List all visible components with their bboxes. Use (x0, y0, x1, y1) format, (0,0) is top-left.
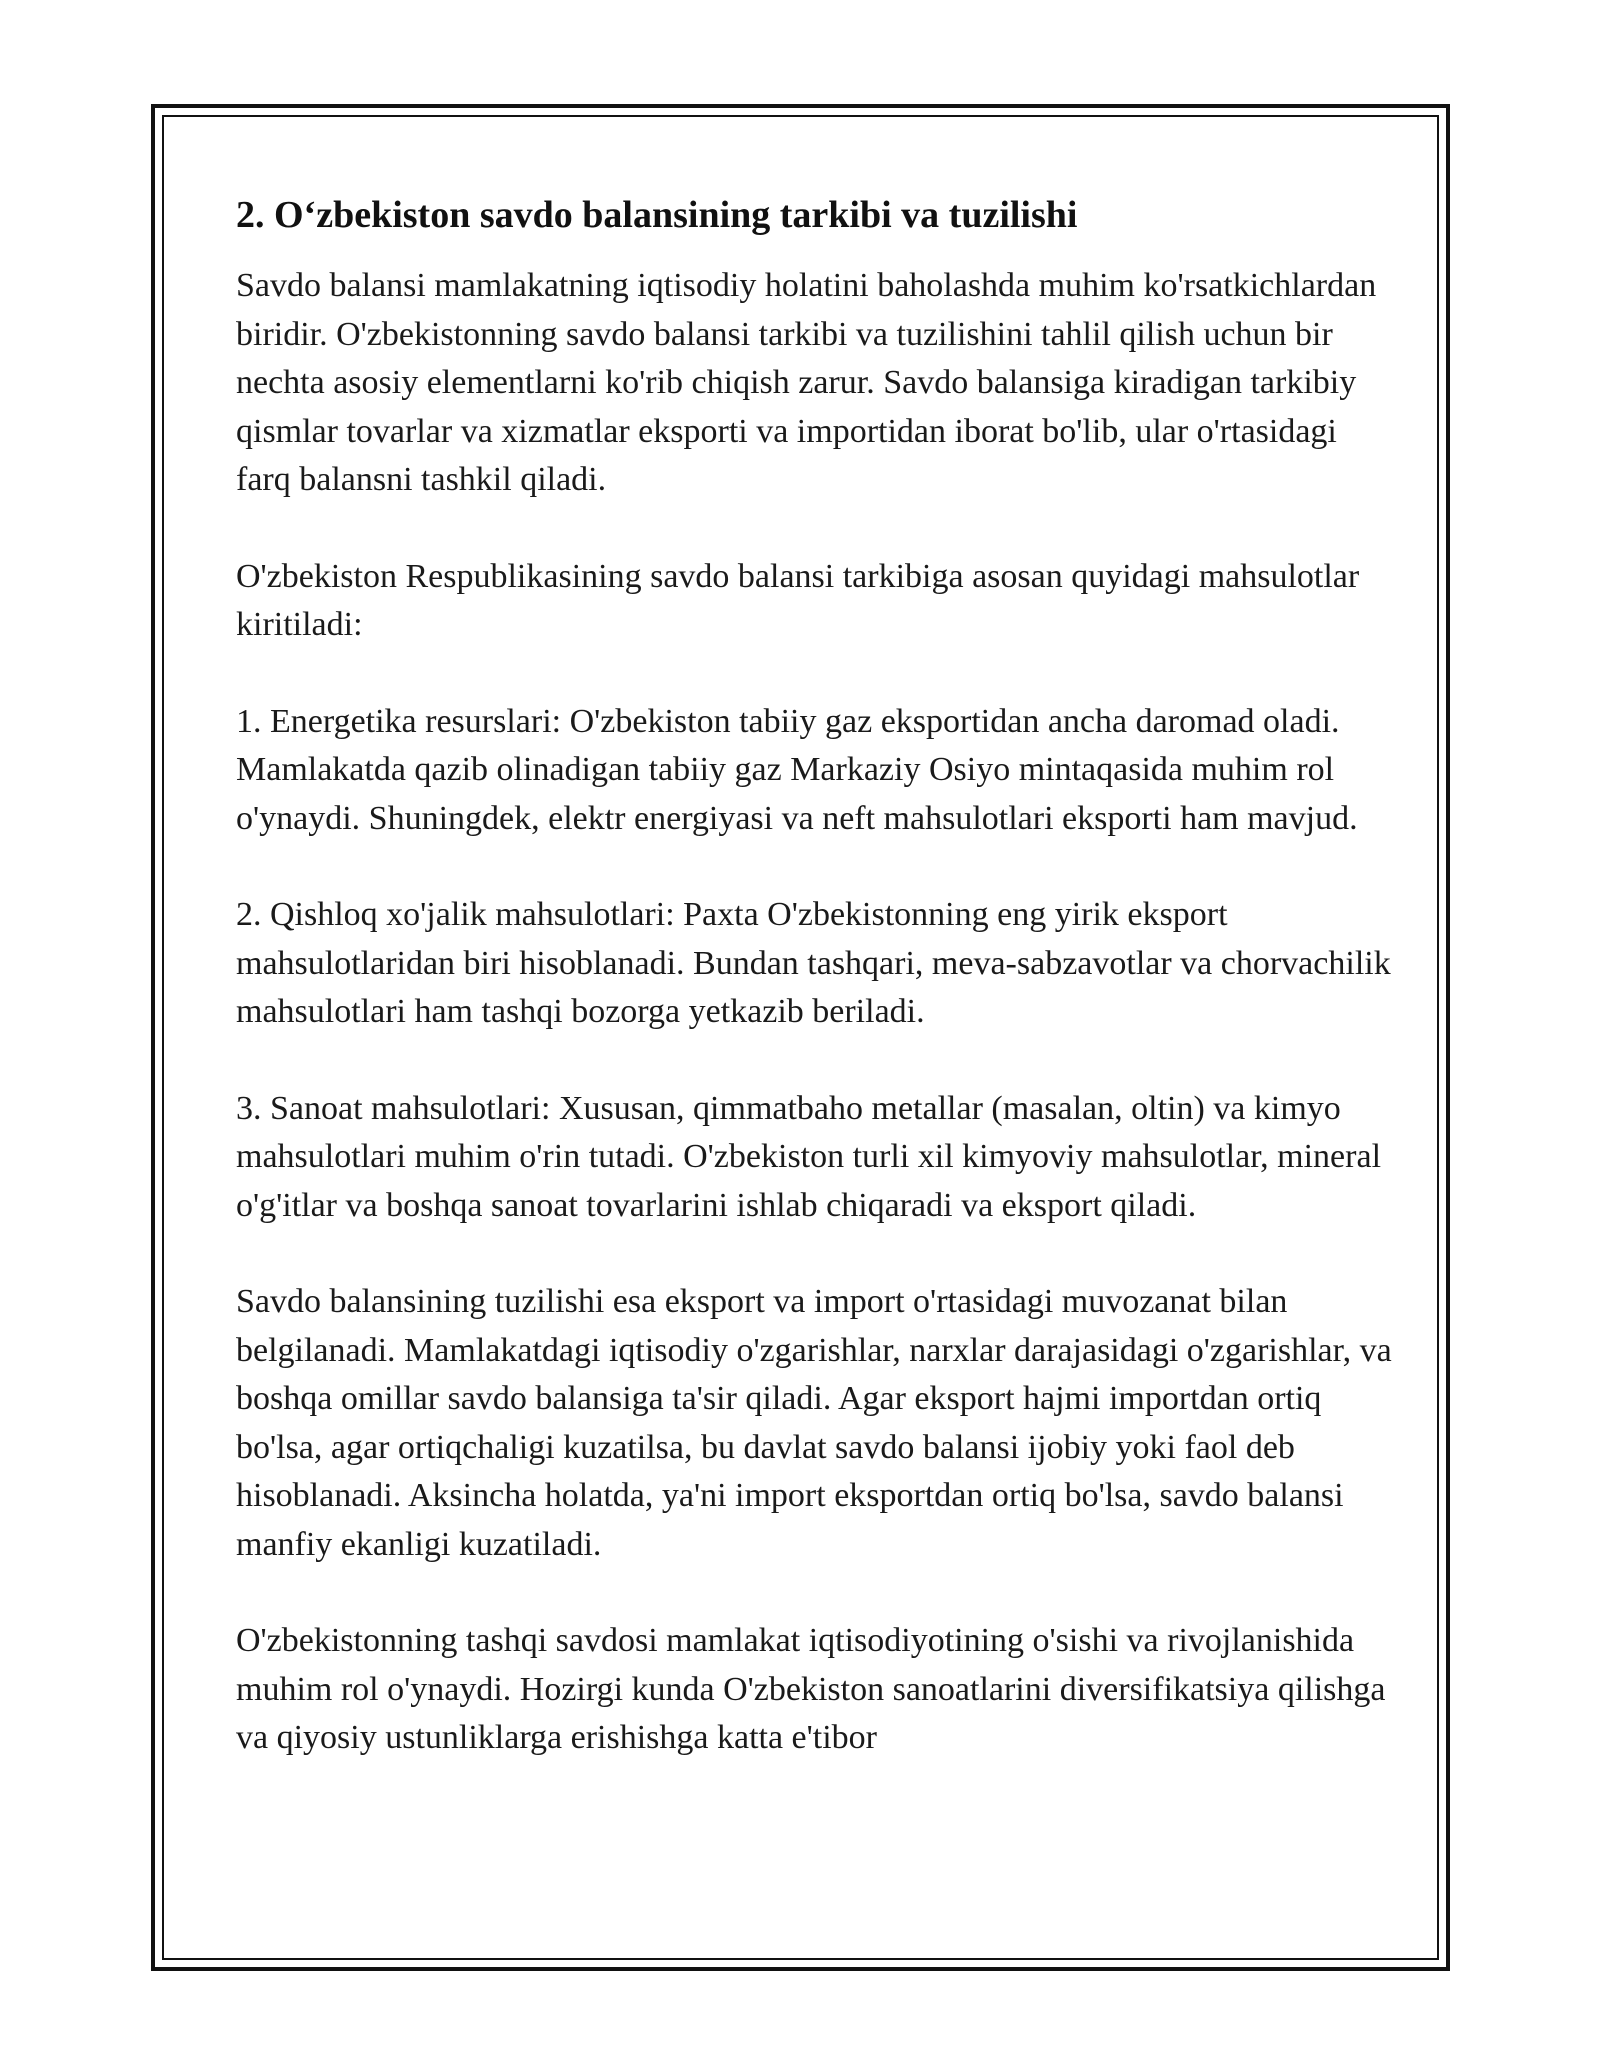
document-body (236, 190, 1396, 1763)
paragraph-balance-structure: Savdo balansining tuzilishi esa eksport va import o'rtasidagi muvozanat bilan belgilanadi. Mamlakatdagi iqtisodiy o'zgarishlar, narxlar darajasidagi o'zgarishlar, va boshqa omillar savdo balansiga ta'sir qiladi. Agar eksport hajmi importdan ortiq bo'lsa, agar ortiqchaligi kuzatilsa, bu davlat savdo balansi ijobiy yoki faol deb hisoblanadi. Aksincha holatda, ya'ni import eksportdan ortiq bo'lsa, savdo balansi manfiy ekanligi kuzatiladi. (236, 1283, 1392, 1563)
paragraph-products-intro: O'zbekiston Respublikasining savdo balansi tarkibiga asosan quyidagi mahsulotlar kiritiladi: (236, 557, 1360, 643)
list-item-energy-resources: 1. Energetika resurslari: O'zbekiston tabiiy gaz eksportidan ancha daromad oladi. Mamlakatda qazib olinadigan tabiiy gaz Markaziy Osiyo mintaqasida muhim rol o'ynaydi. Shuningdek, elektr energiyasi va neft mahsulotlari eksporti ham mavjud. (236, 702, 1358, 837)
paragraph-foreign-trade: O'zbekistonning tashqi savdosi mamlakat iqtisodiyotining o'sishi va rivojlanishida muhim rol o'ynaydi. Hozirgi kunda O'zbekiston sanoatlarini diversifikatsiya qilishga va qiyosiy ustunliklarga erishishga katta e'tibor (236, 1622, 1386, 1756)
list-item-agriculture: 2. Qishloq xo'jalik mahsulotlari: Paxta O'zbekistonning eng yirik eksport mahsulotlaridan biri hisoblanadi. Bundan tashqari, meva-sabzavotlar va chorvachilik mahsulotlari ham tashqi bozorga yetkazib beriladi. (236, 896, 1391, 1030)
section-heading: 2. O‘zbekiston savdo balansining tarkibi va tuzilishi (236, 194, 1078, 236)
paragraph-intro: Savdo balansi mamlakatning iqtisodiy holatini baholashda muhim ko'rsatkichlardan biridir. O'zbekistonning savdo balansi tarkibi va tuzilishini tahlil qilish uchun bir nechta asosiy elementlarni ko'rib chiqish zarur. Savdo balansiga kiradigan tarkibiy qismlar tovarlar va xizmatlar eksporti va importidan iborat bo'lib, ular o'rtasidagi farq balansni tashkil qiladi. (236, 267, 1377, 498)
list-item-industry: 3. Sanoat mahsulotlari: Xususan, qimmatbaho metallar (masalan, oltin) va kimyo mahsulotlari muhim o'rin tutadi. O'zbekiston turli xil kimyoviy mahsulotlar, mineral o'g'itlar va boshqa sanoat tovarlarini ishlab chiqaradi va eksport qiladi. (236, 1089, 1382, 1224)
